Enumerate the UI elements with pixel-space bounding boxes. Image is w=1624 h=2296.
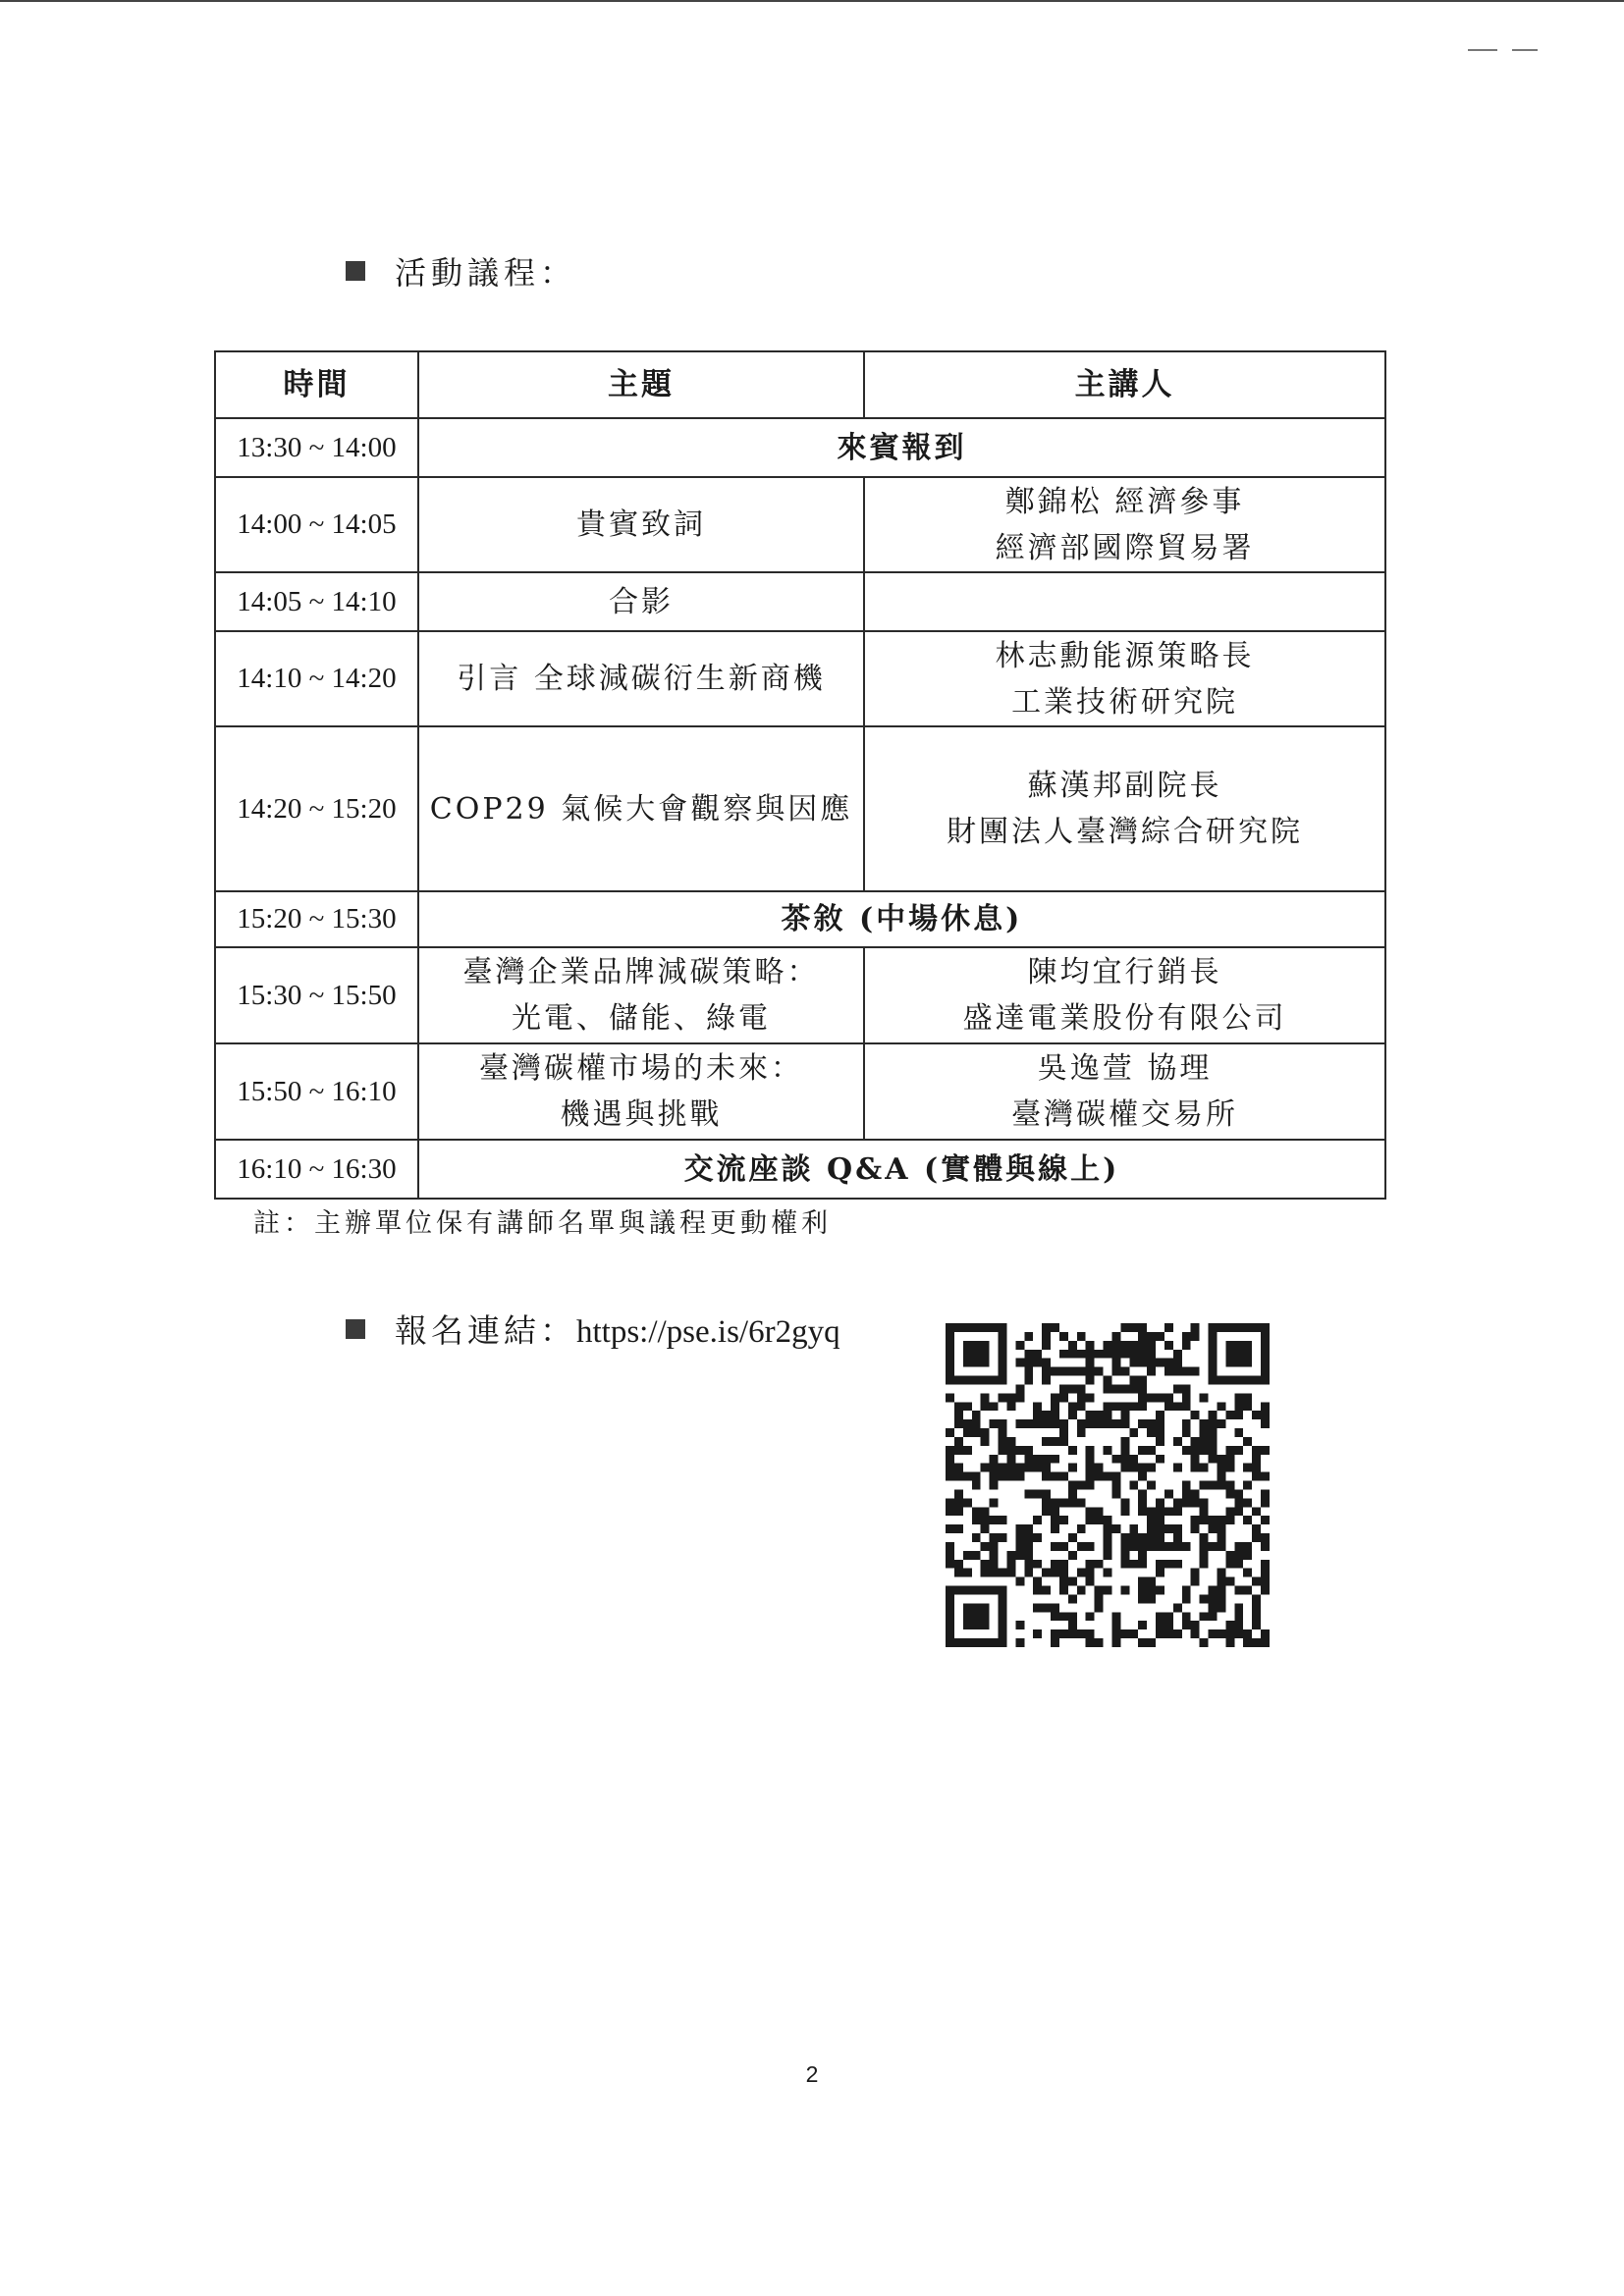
speaker-org: 工業技術研究院 — [1011, 684, 1239, 720]
table-row — [215, 572, 1385, 631]
header-time: 時間 — [215, 351, 418, 418]
row-topic — [418, 631, 864, 726]
topic-line: 臺灣企業品牌減碳策略： — [462, 955, 820, 989]
header-topic: 主題 — [418, 351, 864, 418]
agenda-heading-text: 活動議程： — [395, 254, 577, 292]
row-speaker-empty — [864, 572, 1385, 631]
row-span-label: 來賓報到 — [418, 418, 1385, 477]
row-topic — [418, 572, 864, 631]
row-time: 14:05 ~ 14:10 — [215, 572, 418, 631]
row-span-label: 茶敘 (中場休息) — [418, 891, 1385, 947]
row-speaker — [864, 726, 1385, 891]
table-header-row — [215, 351, 1385, 418]
scan-speck — [1512, 49, 1538, 51]
topic-line: 合影 — [609, 584, 675, 619]
speaker-name: 吳逸萱 協理 — [1037, 1051, 1213, 1086]
speaker-org: 盛達電業股份有限公司 — [962, 1001, 1287, 1036]
row-topic — [418, 947, 864, 1043]
row-time: 16:10 ~ 16:30 — [215, 1140, 418, 1199]
speaker-name: 陳均宜行銷長 — [1027, 955, 1222, 989]
row-topic — [418, 726, 864, 891]
topic-line: 機遇與挑戰 — [560, 1097, 723, 1132]
row-time: 14:10 ~ 14:20 — [215, 631, 418, 726]
speaker-org: 財團法人臺灣綜合研究院 — [947, 815, 1304, 849]
row-topic — [418, 1043, 864, 1140]
topic-line: 引言 全球減碳衍生新商機 — [457, 662, 826, 696]
registration-link[interactable]: https://pse.is/6r2gyq — [576, 1314, 840, 1350]
header-speaker: 主講人 — [864, 351, 1385, 418]
row-time: 14:00 ~ 14:05 — [215, 477, 418, 572]
row-time: 14:20 ~ 15:20 — [215, 726, 418, 891]
speaker-name: 鄭錦松 經濟參事 — [1004, 484, 1245, 519]
registration-text-group — [395, 1306, 840, 1352]
speaker-org: 臺灣碳權交易所 — [1011, 1097, 1239, 1132]
speaker-org: 經濟部國際貿易署 — [995, 530, 1255, 565]
topic-line: COP29 氣候大會觀察與因應 — [429, 791, 853, 827]
table-row — [215, 891, 1385, 947]
row-speaker — [864, 1043, 1385, 1140]
square-bullet-icon — [346, 261, 365, 281]
footnote: 註：主辦單位保有講師名單與議程更動權利 — [253, 1208, 832, 1239]
table-row — [215, 477, 1385, 572]
row-speaker — [864, 947, 1385, 1043]
table-row — [215, 726, 1385, 891]
page-number: 2 — [805, 2061, 819, 2087]
registration-label: 報名連結： — [395, 1311, 576, 1350]
row-time: 13:30 ~ 14:00 — [215, 418, 418, 477]
table-row — [215, 1043, 1385, 1140]
scan-speck — [1468, 49, 1497, 51]
row-time: 15:20 ~ 15:30 — [215, 891, 418, 947]
table-row — [215, 631, 1385, 726]
topic-line: 臺灣碳權市場的未來： — [479, 1051, 804, 1086]
row-speaker — [864, 477, 1385, 572]
table-row — [215, 947, 1385, 1043]
table-row — [215, 418, 1385, 477]
qr-code-icon[interactable] — [946, 1323, 1270, 1647]
topic-line: 光電、儲能、綠電 — [512, 1001, 772, 1036]
agenda-table — [214, 350, 1386, 1200]
agenda-heading — [346, 248, 576, 294]
table-row — [215, 1140, 1385, 1199]
topic-line: 貴賓致詞 — [576, 507, 707, 542]
square-bullet-icon — [346, 1319, 365, 1339]
row-span-label: 交流座談 Q&A (實體與線上) — [418, 1140, 1385, 1199]
row-speaker — [864, 631, 1385, 726]
page-top-rule — [0, 0, 1624, 2]
row-time: 15:30 ~ 15:50 — [215, 947, 418, 1043]
row-topic — [418, 477, 864, 572]
row-time: 15:50 ~ 16:10 — [215, 1043, 418, 1140]
speaker-name: 蘇漢邦副院長 — [1027, 769, 1222, 803]
registration-line — [346, 1306, 840, 1352]
speaker-name: 林志勳能源策略長 — [995, 638, 1255, 673]
